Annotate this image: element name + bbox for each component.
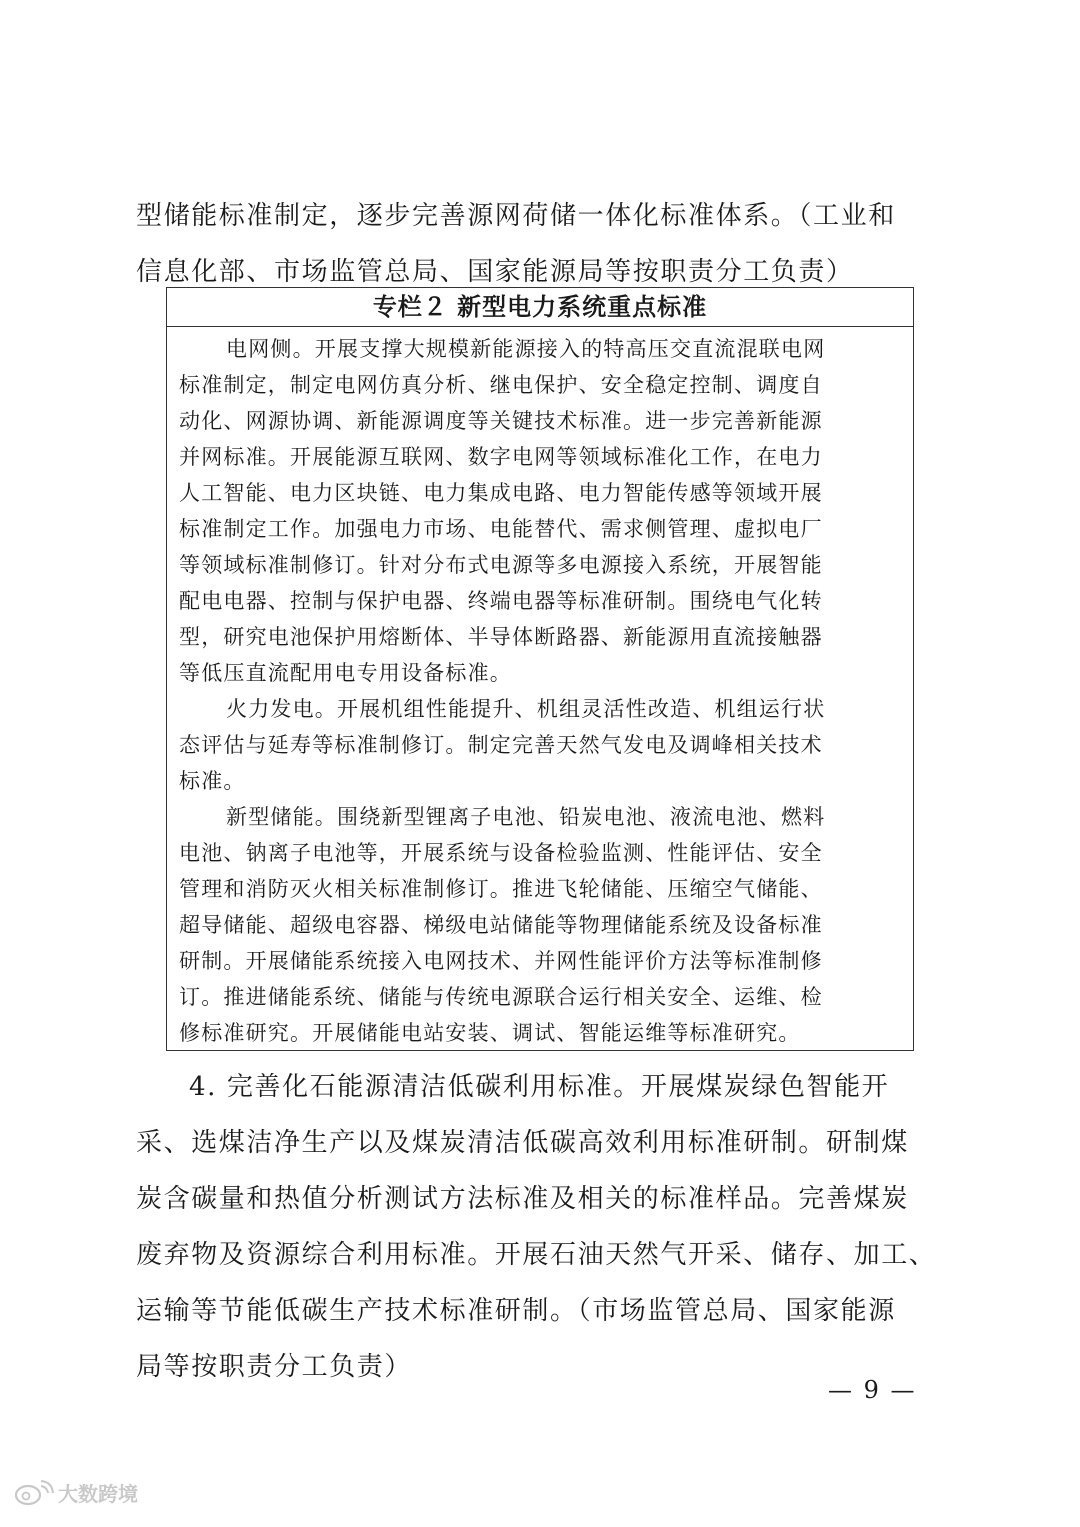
text-line: 动化、网源协调、新能源调度等关键技术标准。进一步完善新能源 (179, 409, 823, 433)
column-box (166, 287, 914, 1051)
text-line: 态评估与延寿等标准制修订。制定完善天然气发电及调峰相关技术 (179, 733, 823, 757)
section-4-paragraph (136, 1059, 936, 1395)
text-line: 局等按职责分工负责） (136, 1352, 413, 1382)
text-line: 信息化部、市场监管总局、国家能源局等按职责分工负责） (136, 257, 854, 287)
column-box-title: 专栏２ 新型电力系统重点标准 (167, 288, 913, 327)
watermark-text: 大数跨境 (58, 1482, 138, 1506)
text-line: 配电电器、控制与保护电器、终端电器等标准研制。围绕电气化转 (179, 589, 823, 613)
text-line: 废弃物及资源综合利用标准。开展石油天然气开采、储存、加工、 (136, 1240, 937, 1270)
text-line: 超导储能、超级电容器、梯级电站储能等物理储能系统及设备标准 (179, 913, 823, 937)
text-line: 炭含碳量和热值分析测试方法标准及相关的标准样品。完善煤炭 (136, 1184, 909, 1214)
text-line: 人工智能、电力区块链、电力集成电路、电力智能传感等领域开展 (179, 481, 823, 505)
text-line: 型储能标准制定，逐步完善源网荷储一体化标准体系。（工业和 (136, 201, 896, 231)
text-line: 等领域标准制修订。针对分布式电源等多电源接入系统，开展智能 (179, 553, 823, 577)
text-line: 研制。开展储能系统接入电网技术、并网性能评价方法等标准制修 (179, 949, 823, 973)
text-line: 标准制定工作。加强电力市场、电能替代、需求侧管理、虚拟电厂 (179, 517, 823, 541)
box-paragraph-grid-side (179, 331, 901, 691)
box-paragraph-thermal (179, 691, 901, 799)
text-line: 标准制定，制定电网仿真分析、继电保护、安全稳定控制、调度自 (179, 373, 823, 397)
box-paragraph-storage (179, 799, 901, 1051)
text-line: 运输等节能低碳生产技术标准研制。（市场监管总局、国家能源 (136, 1296, 896, 1326)
text-line: 火力发电。开展机组性能提升、机组灵活性改造、机组运行状 (226, 697, 826, 721)
text-line: 管理和消防灭火相关标准制修订。推进飞轮储能、压缩空气储能、 (179, 877, 823, 901)
weibo-logo-icon (14, 1480, 54, 1506)
text-line: 4. 完善化石能源清洁低碳利用标准。开展煤炭绿色智能开 (189, 1072, 890, 1102)
text-line: 标准。 (179, 769, 246, 793)
text-line: 型，研究电池保护用熔断体、半导体断路器、新能源用直流接触器 (179, 625, 823, 649)
text-line: 电网侧。开展支撑大规模新能源接入的特高压交直流混联电网 (226, 337, 826, 361)
watermark (14, 1478, 138, 1507)
text-line: 订。推进储能系统、储能与传统电源联合运行相关安全、运维、检 (179, 985, 823, 1009)
text-line: 等低压直流配用电专用设备标准。 (179, 661, 512, 685)
text-line: 采、选煤洁净生产以及煤炭清洁低碳高效利用标准研制。研制煤 (136, 1128, 909, 1158)
text-line: 并网标准。开展能源互联网、数字电网等领域标准化工作，在电力 (179, 445, 823, 469)
column-box-content (167, 327, 913, 1051)
text-line: 电池、钠离子电池等，开展系统与设备检验监测、性能评估、安全 (179, 841, 823, 865)
page-number: — 9 — (828, 1376, 917, 1404)
text-line: 修标准研究。开展储能电站安装、调试、智能运维等标准研究。 (179, 1021, 801, 1045)
intro-paragraph (136, 188, 936, 300)
text-line: 新型储能。围绕新型锂离子电池、铅炭电池、液流电池、燃料 (226, 805, 826, 829)
